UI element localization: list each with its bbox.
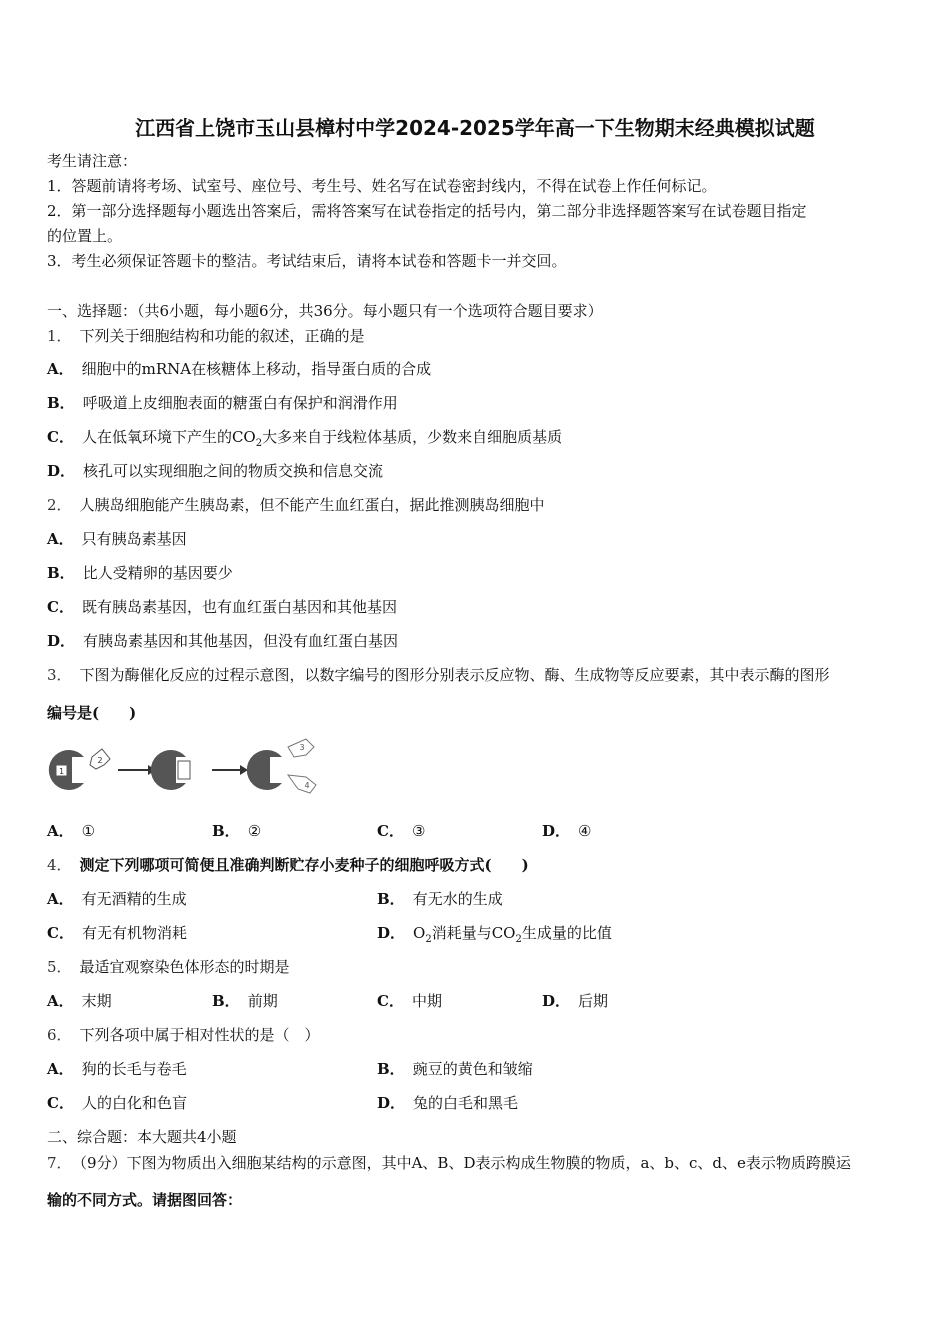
option-d[interactable] — [542, 821, 591, 841]
option-text: 有无水的生成 — [412, 890, 503, 908]
option-label: B． — [377, 890, 405, 908]
option-text: 末期 — [81, 992, 112, 1010]
question-stem: 下列关于细胞结构和功能的叙述，正确的是 — [79, 327, 365, 345]
option-text: 有胰岛素基因和其他基因，但没有血红蛋白基因 — [83, 632, 399, 650]
diagram-label-4: 4 — [304, 781, 310, 790]
option-c[interactable] — [377, 991, 442, 1011]
option-label: C． — [47, 924, 74, 942]
option-text: 只有胰岛素基因 — [81, 530, 187, 548]
question-stem-continued: 编号是( ) — [47, 704, 137, 722]
option-text: 细胞中的mRNA在核糖体上移动，指导蛋白质的合成 — [81, 360, 432, 378]
option-b[interactable] — [47, 393, 398, 413]
option-a[interactable] — [47, 1059, 187, 1079]
option-label: D． — [47, 462, 76, 480]
question-3 — [47, 665, 830, 685]
option-d[interactable] — [47, 461, 383, 481]
subscript: 2 — [255, 438, 263, 449]
option-text: 核孔可以实现细胞之间的物质交换和信息交流 — [83, 462, 384, 480]
option-d[interactable] — [47, 631, 398, 651]
option-text: 既有胰岛素基因，也有血红蛋白基因和其他基因 — [81, 598, 397, 616]
option-label: C． — [377, 992, 404, 1010]
option-text: 呼吸道上皮细胞表面的糖蛋白有保护和润滑作用 — [82, 394, 398, 412]
enzyme-reaction-diagram — [44, 735, 329, 805]
option-d[interactable] — [377, 1093, 518, 1113]
option-text: ③ — [411, 822, 426, 840]
option-label: B． — [47, 394, 75, 412]
subscript: 2 — [425, 934, 432, 945]
option-text: ④ — [578, 822, 592, 840]
option-label: A． — [47, 890, 74, 908]
question-5 — [47, 957, 290, 977]
option-label: D． — [542, 822, 571, 840]
option-text: 消耗量与CO — [431, 924, 516, 942]
option-text: ① — [81, 822, 96, 840]
diagram-label-2: 2 — [97, 756, 103, 765]
option-text: ② — [247, 822, 262, 840]
option-text: 比人受精卵的基因要少 — [82, 564, 233, 582]
option-b[interactable] — [212, 991, 278, 1011]
question-number: 3． — [47, 666, 72, 684]
option-c[interactable] — [377, 821, 425, 841]
option-a[interactable] — [47, 529, 187, 549]
option-label: D． — [542, 992, 571, 1010]
notice-heading: 考生请注意： — [47, 152, 138, 170]
question-4 — [47, 855, 529, 875]
option-text: 狗的长毛与卷毛 — [81, 1060, 187, 1078]
option-c[interactable] — [47, 923, 187, 943]
option-label: C． — [47, 598, 74, 616]
option-text: O — [413, 924, 426, 942]
complex-square — [178, 761, 190, 779]
option-b[interactable] — [47, 563, 233, 583]
question-stem-continued: 输的不同方式。请据图回答： — [47, 1191, 243, 1209]
question-6 — [47, 1025, 320, 1045]
option-a[interactable] — [47, 359, 431, 379]
option-label: B． — [377, 1060, 405, 1078]
option-label: A． — [47, 1060, 74, 1078]
diagram-label-3: 3 — [299, 743, 305, 752]
question-number: 1． — [47, 327, 72, 345]
option-c[interactable] — [47, 427, 562, 454]
option-label: B． — [47, 564, 75, 582]
option-text: 有无酒精的生成 — [81, 890, 187, 908]
option-b[interactable] — [212, 821, 261, 841]
option-text: 中期 — [411, 992, 442, 1010]
question-number: 4． — [47, 856, 72, 874]
product-shape — [288, 775, 316, 793]
arrow-head — [240, 765, 248, 775]
option-b[interactable] — [377, 1059, 533, 1079]
diagram-label-1: 1 — [58, 767, 65, 776]
option-d[interactable] — [542, 991, 608, 1011]
page-title: 江西省上饶市玉山县樟村中学2024-2025学年高一下生物期末经典模拟试题 — [135, 116, 815, 140]
question-stem: 下图为酶催化反应的过程示意图，以数字编号的图形分别表示反应物、酶、生成物等反应要素，其中表示酶的图形 — [79, 666, 830, 684]
option-b[interactable] — [377, 889, 503, 909]
option-label: A． — [47, 992, 74, 1010]
enzyme-shape — [247, 750, 282, 790]
notice-item: 的位置上。 — [47, 227, 123, 245]
option-text: 人在低氧环境下产生的CO — [81, 428, 256, 446]
option-text: 人的白化和色盲 — [81, 1094, 187, 1112]
option-label: C． — [377, 822, 404, 840]
subscript: 2 — [515, 934, 522, 945]
question-7 — [47, 1153, 851, 1173]
option-d[interactable] — [377, 923, 612, 950]
question-stem: 下列各项中属于相对性状的是（ ） — [79, 1026, 320, 1044]
question-number: 7． — [47, 1154, 72, 1172]
option-c[interactable] — [47, 1093, 187, 1113]
option-c[interactable] — [47, 597, 397, 617]
question-number: 6． — [47, 1026, 72, 1044]
option-label: A． — [47, 360, 74, 378]
option-label: A． — [47, 822, 74, 840]
option-label: A． — [47, 530, 74, 548]
option-label: D． — [377, 924, 406, 942]
option-text: 后期 — [578, 992, 609, 1010]
option-text: 豌豆的黄色和皱缩 — [412, 1060, 533, 1078]
question-stem: 测定下列哪项可简便且准确判断贮存小麦种子的细胞呼吸方式( ) — [79, 856, 529, 874]
question-number: 5． — [47, 958, 72, 976]
option-text: 生成量的比值 — [521, 924, 612, 942]
notice-item: 1．答题前请将考场、试室号、座位号、考生号、姓名写在试卷密封线内，不得在试卷上作任何标记。 — [47, 177, 717, 195]
notice-item: 2．第一部分选择题每小题选出答案后，需将答案写在试卷指定的括号内，第二部分非选择题答案写在试卷题目指定 — [47, 202, 807, 220]
option-label: B． — [212, 992, 240, 1010]
option-text: 大多来自于线粒体基质，少数来自细胞质基质 — [262, 428, 563, 446]
option-label: B． — [212, 822, 240, 840]
question-stem: 人胰岛细胞能产生胰岛素，但不能产生血红蛋白，据此推测胰岛细胞中 — [79, 496, 545, 514]
option-label: C． — [47, 428, 74, 446]
section-heading: 一、选择题：（共6小题，每小题6分，共36分。每小题只有一个选项符合题目要求） — [47, 302, 603, 320]
question-stem: 最适宜观察染色体形态的时期是 — [79, 958, 290, 976]
option-a[interactable] — [47, 821, 95, 841]
notice-item: 3．考生必须保证答题卡的整洁。考试结束后，请将本试卷和答题卡一并交回。 — [47, 252, 567, 270]
question-1 — [47, 326, 365, 346]
option-a[interactable] — [47, 991, 112, 1011]
option-label: D． — [377, 1094, 406, 1112]
question-number: 2． — [47, 496, 72, 514]
option-text: 兔的白毛和黑毛 — [413, 1094, 519, 1112]
section-heading: 二、综合题：本大题共4小题 — [47, 1128, 237, 1146]
question-2 — [47, 495, 545, 515]
option-label: D． — [47, 632, 76, 650]
option-text: 有无有机物消耗 — [81, 924, 187, 942]
option-a[interactable] — [47, 889, 187, 909]
question-stem: （9分）下图为物质出入细胞某结构的示意图，其中A、B、D表示构成生物膜的物质，a、b、c、d、e表示物质跨膜运 — [79, 1154, 851, 1172]
option-text: 前期 — [247, 992, 278, 1010]
option-label: C． — [47, 1094, 74, 1112]
